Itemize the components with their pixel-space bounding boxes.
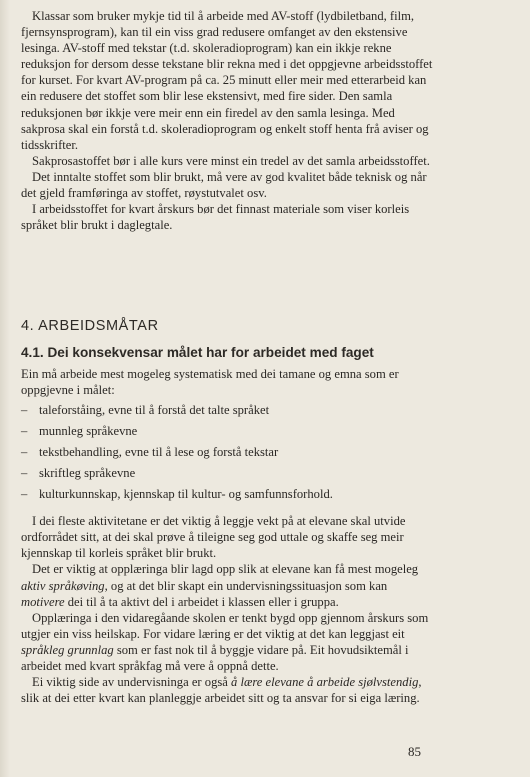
list-item: – skriftleg språkevne	[21, 466, 136, 481]
dash-bullet: –	[21, 424, 28, 439]
emphasis: motivere	[21, 594, 65, 609]
paragraph: I arbeidsstoffet for kvart årskurs bør det finnast materiale som viser korleis språket blir brukt i daglegtale.	[21, 202, 410, 233]
emphasis: språkleg grunnlag	[21, 642, 114, 657]
section-working-methods	[21, 366, 433, 706]
paragraph: Det er viktig at opplæringa blir lagd opp slik at elevane kan få mest mogeleg aktiv språkøving, og at det blir skapt ein undervisningssituasjon som kan motivere dei til å ta aktivt del i arbeidet i klassen eller i gruppa.	[21, 562, 419, 609]
list-item: – taleforståing, evne til å forstå det talte språket	[21, 403, 270, 418]
emphasis: å lære elevane å arbeide sjølvstendig	[231, 675, 419, 690]
dash-bullet: –	[21, 466, 28, 481]
list-item: – kulturkunnskap, kjennskap til kultur- og samfunnsforhold.	[21, 487, 333, 502]
chapter-heading: 4. ARBEIDSMÅTAR	[21, 318, 159, 334]
intro-paragraph: Ein må arbeide mest mogeleg systematisk med dei tamane og emna som er oppgjevne i målet:	[21, 367, 399, 398]
paragraph: Opplæringa i den vidaregåande skolen er tenkt bygd opp gjennom årskurs som utgjer ein viss heilskap. For vidare læring er det viktig at det kan leggjast eit språkleg grunnlag som er fast nok til å byggje vidare på. Eit hovudsiktemål i arbeidet med kvart språkfag må vere å oppnå dette.	[21, 610, 429, 674]
page-number: 85	[408, 744, 421, 759]
paragraph: Klassar som bruker mykje tid til å arbeide med AV-stoff (lydbiletband, film, fjernsynsprogram), kan til ein viss grad redusere omfanget av den ekstensive lesinga. AV-stoff med tekstar (t.d. skoleradioprogram) kan ein ikkje rekne reduksjon for dersom desse tekstane blir rekna med i det oppgjevne arbeidsstoffet for kurset. For kvart AV-program på ca. 25 minutt eller meir med etterarbeid kan ein redusere det stoffet som blir lese ekstensivt, med fire sider. Den samla reduksjonen bør ikkje vere meir enn ein firedel av den samla lesinga. Med sakprosa skal ein forstå t.d. skoleradioprogram og enkelt stoff henta frå aviser og tidsskrifter.	[21, 9, 433, 152]
section-av-material	[21, 8, 433, 233]
section-heading: 4.1. Dei konsekvensar målet har for arbeidet med faget	[21, 345, 374, 360]
emphasis: aktiv språkøving	[21, 578, 105, 593]
dash-bullet: –	[21, 487, 28, 502]
dash-bullet: –	[21, 403, 28, 418]
paragraph: Det inntalte stoffet som blir brukt, må vere av god kvalitet både teknisk og når det gjeld framføringa av stoffet, røystutvalet osv.	[21, 169, 427, 201]
paragraph: Sakprosastoffet bør i alle kurs vere minst ein tredel av det samla arbeidsstoffet.	[32, 153, 430, 168]
paragraph: I dei fleste aktivitetane er det viktig å leggje vekt på at elevane skal utvide ordforrådet sitt, at dei skal prøve å tileigne seg god uttale og skaffe seg meir kjennskap til korleis språket blir brukt.	[21, 514, 406, 561]
dash-bullet: –	[21, 445, 28, 460]
list-item: – munnleg språkevne	[21, 424, 138, 439]
list-item: – tekstbehandling, evne til å lese og forstå tekstar	[21, 445, 279, 460]
paragraph: Ei viktig side av undervisninga er også å lære elevane å arbeide sjølvstendig, slik at dei etter kvart kan planleggje arbeidet sitt og ta ansvar for si eiga læring.	[21, 675, 422, 706]
page-binding-edge	[0, 0, 10, 777]
goal-list	[21, 402, 433, 507]
